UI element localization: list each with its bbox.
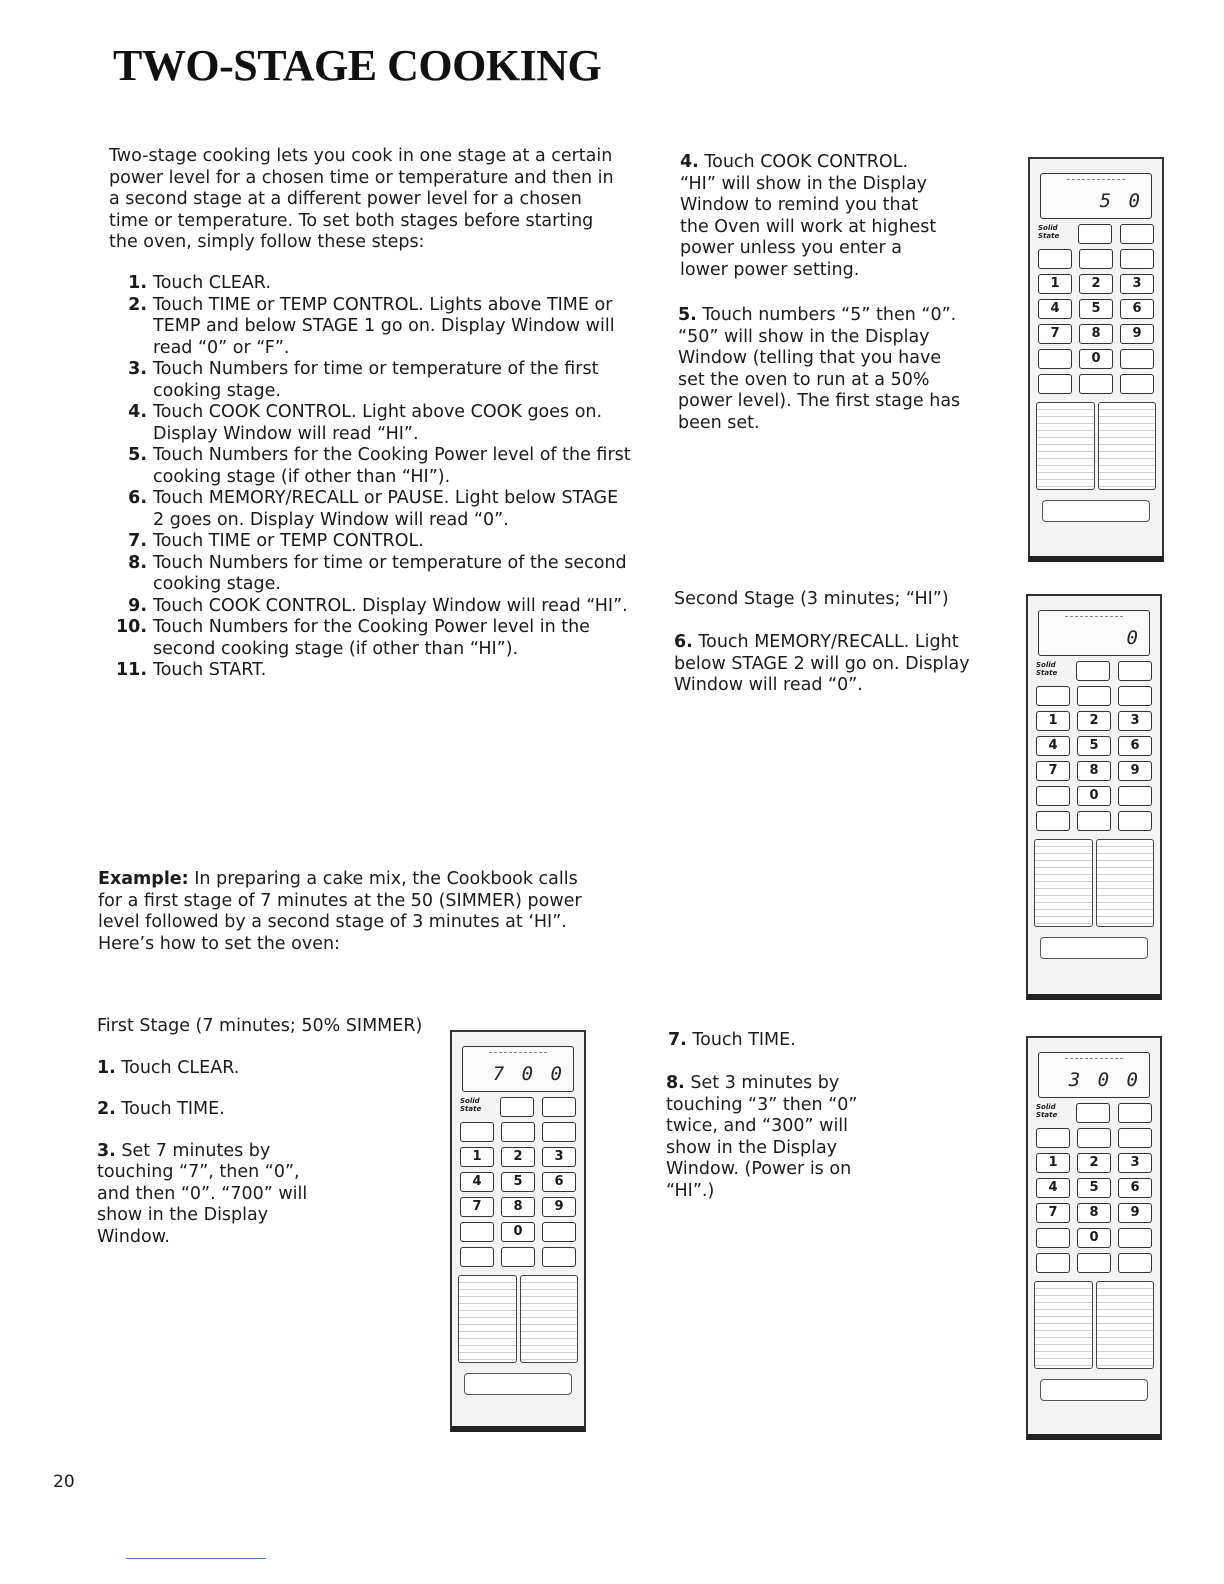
control-panel-illustration <box>1026 594 1162 1000</box>
step-text: Touch Numbers for the Cooking Power level of the first cooking stage (if other than “HI”). <box>153 445 631 487</box>
first-stage-step-3 <box>97 1141 312 1249</box>
steps-list <box>103 273 633 682</box>
step-number: 4. <box>128 402 147 422</box>
number-key: 5 <box>1077 736 1111 756</box>
step-text: Touch START. <box>153 660 267 680</box>
step-text: Touch TIME. <box>692 1030 796 1050</box>
step-number: 8. <box>666 1073 685 1093</box>
number-key: 4 <box>1036 736 1070 756</box>
number-key: 8 <box>1079 324 1113 344</box>
function-key <box>542 1122 576 1142</box>
function-key <box>1118 686 1152 706</box>
number-key: 9 <box>1118 1203 1152 1223</box>
number-key: 7 <box>1038 324 1072 344</box>
number-key: 4 <box>1038 299 1072 319</box>
number-key: 8 <box>501 1197 535 1217</box>
number-key: 7 <box>460 1197 494 1217</box>
function-key <box>1077 1128 1111 1148</box>
step-item <box>103 273 633 295</box>
pause-key <box>1120 224 1154 244</box>
step-number: 3. <box>97 1140 116 1161</box>
step-text: Touch Numbers for time or temperature of the second cooking stage. <box>153 552 627 594</box>
cooking-guide-table <box>458 1275 578 1363</box>
number-key: 6 <box>1120 299 1154 319</box>
number-key: 0 <box>1077 1228 1111 1248</box>
function-key <box>1118 1128 1152 1148</box>
number-key: 1 <box>1038 274 1072 294</box>
number-key: 5 <box>501 1172 535 1192</box>
step-number: 5. <box>128 445 147 465</box>
number-key: 2 <box>1077 1153 1111 1173</box>
second-stage-heading: Second Stage (3 minutes; “HI”) <box>674 589 949 609</box>
pause-key <box>1118 661 1152 681</box>
temp-control-key <box>1118 786 1152 806</box>
clear-key <box>1036 1253 1070 1273</box>
step-number: 6. <box>674 632 693 652</box>
pause-key <box>542 1097 576 1117</box>
clear-key <box>460 1247 494 1267</box>
step-item <box>103 488 633 531</box>
step-item <box>103 617 633 660</box>
solid-state-logo: Solid State <box>1036 1103 1058 1119</box>
memory-recall-key <box>1076 661 1110 681</box>
cook-control-key <box>1036 786 1070 806</box>
start-key <box>1077 1253 1111 1273</box>
number-key: 8 <box>1077 761 1111 781</box>
cook-control-key <box>460 1222 494 1242</box>
number-key: 2 <box>501 1147 535 1167</box>
step-number: 7. <box>128 531 147 551</box>
number-key: 6 <box>1118 1178 1152 1198</box>
step-item <box>103 553 633 596</box>
step-text: Touch Numbers for time or temperature of the first cooking stage. <box>153 359 599 401</box>
number-key: 9 <box>1120 324 1154 344</box>
display-value: 0 <box>1126 627 1141 649</box>
step-number: 5. <box>678 305 697 325</box>
stop-key <box>542 1247 576 1267</box>
second-stage-step-8 <box>666 1073 881 1202</box>
right-step-4 <box>680 152 940 281</box>
first-stage-heading: First Stage (7 minutes; 50% SIMMER) <box>97 1016 423 1036</box>
number-key: 6 <box>542 1172 576 1192</box>
number-key: 3 <box>1118 1153 1152 1173</box>
number-key: 0 <box>1077 786 1111 806</box>
cook-control-key <box>1038 349 1072 369</box>
step-text: Touch MEMORY/RECALL. Light below STAGE 2 will go on. Display Window will read “0”. <box>674 632 970 695</box>
step-item <box>103 402 633 445</box>
display-value: 5 0 <box>1099 190 1143 212</box>
display-window <box>462 1046 574 1092</box>
step-text: Touch COOK CONTROL. Display Window will read “HI”. <box>153 595 628 616</box>
solid-state-logo: Solid State <box>1036 661 1058 677</box>
step-number: 1. <box>97 1057 116 1078</box>
display-window <box>1038 1052 1150 1098</box>
number-key: 6 <box>1118 736 1152 756</box>
page-title: TWO-STAGE COOKING <box>113 41 602 90</box>
pause-key <box>1118 1103 1152 1123</box>
first-stage-step-1 <box>97 1058 437 1080</box>
step-number: 2. <box>97 1099 116 1119</box>
function-key <box>1079 249 1113 269</box>
display-value: 3 0 0 <box>1068 1069 1141 1091</box>
step-text: Touch numbers “5” then “0”. “50” will show in the Display Window (telling that you have set the oven to run at a 50% power level). The first stage has been set. <box>678 305 961 433</box>
door-release-slot <box>1040 937 1148 959</box>
step-text: Set 7 minutes by touching “7”, then “0”, and then “0”. “700” will show in the Display Window. <box>97 1140 308 1247</box>
cook-control-key <box>1036 1228 1070 1248</box>
step-text: Touch TIME or TEMP CONTROL. Lights above TIME or TEMP and below STAGE 1 go on. Display Window will read “0” or “F”. <box>153 294 615 358</box>
control-panel-illustration <box>1026 1036 1162 1440</box>
step-number: 4. <box>680 152 699 172</box>
function-key <box>1038 249 1072 269</box>
number-key: 5 <box>1079 299 1113 319</box>
step-number: 2. <box>128 294 147 315</box>
step-text: Touch COOK CONTROL. Light above COOK goes on. Display Window will read “HI”. <box>153 402 603 444</box>
step-text: Touch TIME. <box>121 1099 225 1119</box>
step-number: 7. <box>668 1030 687 1050</box>
function-key <box>1036 686 1070 706</box>
memory-recall-key <box>1078 224 1112 244</box>
number-key: 0 <box>1079 349 1113 369</box>
number-key: 3 <box>1120 274 1154 294</box>
number-key: 9 <box>1118 761 1152 781</box>
first-stage-step-2 <box>97 1099 437 1121</box>
number-key: 4 <box>460 1172 494 1192</box>
temp-control-key <box>542 1222 576 1242</box>
display-value: 7 0 0 <box>492 1063 565 1085</box>
number-key: 8 <box>1077 1203 1111 1223</box>
display-window <box>1038 610 1150 656</box>
footer-rule <box>126 1558 266 1559</box>
temp-control-key <box>1118 1228 1152 1248</box>
step-number: 6. <box>128 488 147 508</box>
door-release-slot <box>1040 1379 1148 1401</box>
step-number: 3. <box>128 359 147 379</box>
step-item <box>103 445 633 488</box>
number-key: 2 <box>1079 274 1113 294</box>
control-panel-illustration <box>1028 157 1164 562</box>
temp-control-key <box>1120 349 1154 369</box>
number-key: 7 <box>1036 1203 1070 1223</box>
solid-state-logo: Solid State <box>1038 224 1060 240</box>
number-key: 1 <box>1036 1153 1070 1173</box>
step-text: Touch CLEAR. <box>121 1057 240 1078</box>
number-key: 1 <box>1036 711 1070 731</box>
second-stage-step-6 <box>674 632 974 697</box>
number-key: 7 <box>1036 761 1070 781</box>
page-number: 20 <box>53 1472 75 1492</box>
intro-paragraph: Two-stage cooking lets you cook in one stage at a certain power level for a chosen time or temperature and then in a second stage at a different power level for a chosen time or temperature. To set both stages before starting the oven, simply follow these steps: <box>109 146 614 252</box>
function-key <box>501 1122 535 1142</box>
stop-key <box>1120 374 1154 394</box>
function-key <box>1036 1128 1070 1148</box>
clear-key <box>1036 811 1070 831</box>
start-key <box>1077 811 1111 831</box>
cooking-guide-table <box>1034 1281 1154 1369</box>
first-stage-block <box>97 1016 437 1248</box>
number-key: 1 <box>460 1147 494 1167</box>
right-step-5 <box>678 305 973 434</box>
step-item <box>103 596 633 618</box>
memory-recall-key <box>500 1097 534 1117</box>
step-text: Touch MEMORY/RECALL or PAUSE. Light below STAGE 2 goes on. Display Window will read “0”. <box>153 488 619 530</box>
step-text: Touch CLEAR. <box>153 273 271 293</box>
step-number: 8. <box>128 552 147 573</box>
step-item <box>103 295 633 360</box>
step-number: 10. <box>115 617 147 637</box>
stop-key <box>1118 811 1152 831</box>
step-text: Touch Numbers for the Cooking Power level in the second cooking stage (if other than “HI”). <box>153 617 590 659</box>
door-release-slot <box>464 1373 572 1395</box>
step-item <box>103 359 633 402</box>
number-key: 3 <box>1118 711 1152 731</box>
step-number: 9. <box>128 595 147 616</box>
function-key <box>1077 686 1111 706</box>
solid-state-logo: Solid State <box>460 1097 482 1113</box>
step-text: Set 3 minutes by touching “3” then “0” twice, and “300” will show in the Display Window. (Power is on “HI”.) <box>666 1073 858 1201</box>
number-key: 0 <box>501 1222 535 1242</box>
display-window <box>1040 173 1152 219</box>
example-text: In preparing a cake mix, the Cookbook calls for a first stage of 7 minutes at the 50 (SIMMER) power level followed by a second stage of 3 minutes at ‘HI”. Here’s how to set the oven: <box>98 869 582 954</box>
step-number: 11. <box>115 660 147 680</box>
step-text: Touch COOK CONTROL. “HI” will show in the Display Window to remind you that the Oven will work at highest power unless you enter a lower power setting. <box>680 152 937 280</box>
clear-key <box>1038 374 1072 394</box>
cooking-guide-table <box>1034 839 1154 927</box>
number-key: 2 <box>1077 711 1111 731</box>
number-key: 5 <box>1077 1178 1111 1198</box>
stop-key <box>1118 1253 1152 1273</box>
step-item <box>103 531 633 553</box>
step-item <box>103 660 633 682</box>
example-paragraph <box>98 869 603 955</box>
cooking-guide-table <box>1036 402 1156 490</box>
number-key: 4 <box>1036 1178 1070 1198</box>
door-release-slot <box>1042 500 1150 522</box>
control-panel-illustration <box>450 1030 586 1432</box>
function-key <box>460 1122 494 1142</box>
function-key <box>1120 249 1154 269</box>
start-key <box>501 1247 535 1267</box>
number-key: 9 <box>542 1197 576 1217</box>
step-text: Touch TIME or TEMP CONTROL. <box>153 531 424 551</box>
step-number: 1. <box>128 273 147 293</box>
memory-recall-key <box>1076 1103 1110 1123</box>
start-key <box>1079 374 1113 394</box>
number-key: 3 <box>542 1147 576 1167</box>
second-stage-step-7 <box>668 1030 908 1052</box>
example-label: Example: <box>98 869 189 889</box>
